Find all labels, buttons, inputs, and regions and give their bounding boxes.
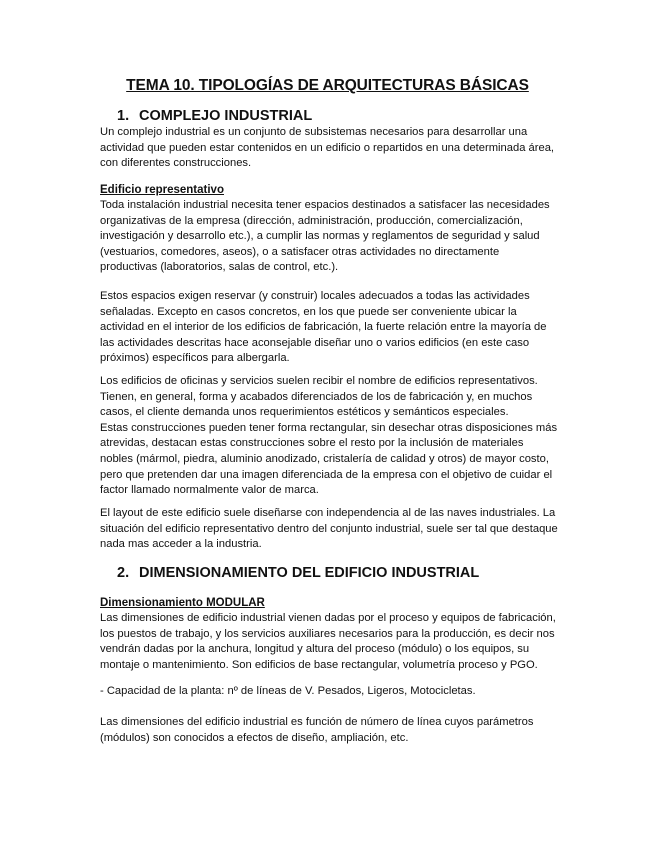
subheading-dimensionamiento-modular: Dimensionamiento MODULAR (100, 597, 265, 609)
text-line: - Capacidad de la planta: nº de líneas de V. Pesados, Ligeros, Motocicletas. (100, 685, 476, 697)
text-line: Un complejo industrial es un conjunto de subsistemas necesarios para desarrollar una (100, 126, 528, 138)
text-line: Estos espacios exigen reservar (y construir) locales adecuados a todas las actividades (100, 290, 530, 302)
section-2-number: 2. (117, 565, 130, 581)
text-line: situación del edificio representativo dentro del conjunto industrial, suele ser tal que destaque (100, 522, 558, 535)
text-line: Las dimensiones de edificio industrial vienen dadas por el proceso y equipos de fabricación, (100, 612, 556, 624)
text-line: Las dimensiones del edificio industrial es función de número de línea cuyos parámetros (100, 716, 534, 728)
subheading-edificio-representativo: Edificio representativo (100, 184, 224, 196)
text-line: Los edificios de oficinas y servicios suelen recibir el nombre de edificios representativos. (100, 375, 538, 387)
text-line: nobles (mármol, piedra, aluminio anodizado, cristalería de calidad y otros) de mayor costo, (100, 452, 549, 465)
text-line: Toda instalación industrial necesita tener espacios destinados a satisfacer las necesidades (100, 199, 550, 211)
text-line: El layout de este edificio suele diseñarse con independencia al de las naves industriales. La (100, 507, 556, 519)
text-line: casos, el cliente demanda unos requerimientos estéticos y semánticos especiales. (100, 406, 509, 419)
text-line: organizativas de la empresa (dirección, administración, producción, comercialización, (100, 214, 523, 227)
section-2-heading (117, 565, 479, 581)
section-1-title: COMPLEJO INDUSTRIAL (139, 108, 313, 124)
section-1-paragraph-3 (100, 374, 570, 499)
text-line: atrevidas, destacan estas construcciones sobre el resto por la inclusión de materiales (100, 437, 524, 450)
section-1-intro (100, 125, 570, 172)
text-line: (vestuarios, comedores, aseos), o a satisfacer otras actividades no directamente (100, 245, 500, 258)
text-line: los puestos de trabajo, y los servicios auxiliares necesarios para la producción, es decir nos (100, 627, 555, 640)
text-line: actividad en el interior de los edificios de fabricación, la fuerte relación entre la mayoría de (100, 321, 547, 334)
section-2-paragraph-1 (100, 611, 570, 673)
section-1-paragraph-2 (100, 289, 570, 367)
text-line: señaladas. Excepto en casos concretos, en los que puede ser conveniente ubicar la (100, 305, 517, 318)
section-1-paragraph-4 (100, 506, 570, 553)
text-line: próximos) específicos para albergarla. (100, 352, 290, 365)
text-line: productivas (laboratorios, salas de control, etc.). (100, 261, 339, 274)
section-2-title: DIMENSIONAMIENTO DEL EDIFICIO INDUSTRIAL (139, 565, 480, 581)
section-1-paragraph-1 (100, 198, 570, 276)
text-line: con diferentes construcciones. (100, 157, 252, 170)
section-2-paragraph-2 (100, 684, 570, 700)
text-line: factor llamado normalmente valor de marca. (100, 484, 319, 497)
document-title: TEMA 10. TIPOLOGÍAS DE ARQUITECTURAS BÁSICAS (126, 77, 529, 94)
section-1-heading (117, 108, 312, 124)
text-line: (módulos) son conocidos a efectos de diseño, ampliación, etc. (100, 731, 409, 744)
text-line: las actividades descritas hace aconsejable diseñar uno o varios edificios (en este caso (100, 336, 530, 349)
text-line: Estas construcciones pueden tener forma rectangular, sin desechar otras disposiciones más (100, 421, 558, 434)
text-line: Tienen, en general, forma y acabados diferenciados de los de fabricación y, en muchos (100, 390, 533, 403)
text-line: vendrán dadas por la anchura, longitud y altura del proceso (módulo) o los equipos, su (100, 643, 530, 656)
section-1-number: 1. (117, 108, 130, 124)
text-line: pero que pretenden dar una imagen diferenciada de la empresa con el objetivo de cuidar el (100, 468, 553, 481)
section-2-paragraph-3 (100, 715, 570, 746)
text-line: actividad que pueden estar contenidos en un edificio o repartidos en una determinada área, (100, 141, 555, 154)
text-line: montaje o mantenimiento. Son edificios de base rectangular, volumetría proceso y PGO. (100, 658, 538, 671)
text-line: nada mas acceder a la industria. (100, 538, 262, 551)
text-line: investigación y desarrollo etc.), a cumplir las normas y reglamentos de seguridad y salud (100, 230, 540, 243)
